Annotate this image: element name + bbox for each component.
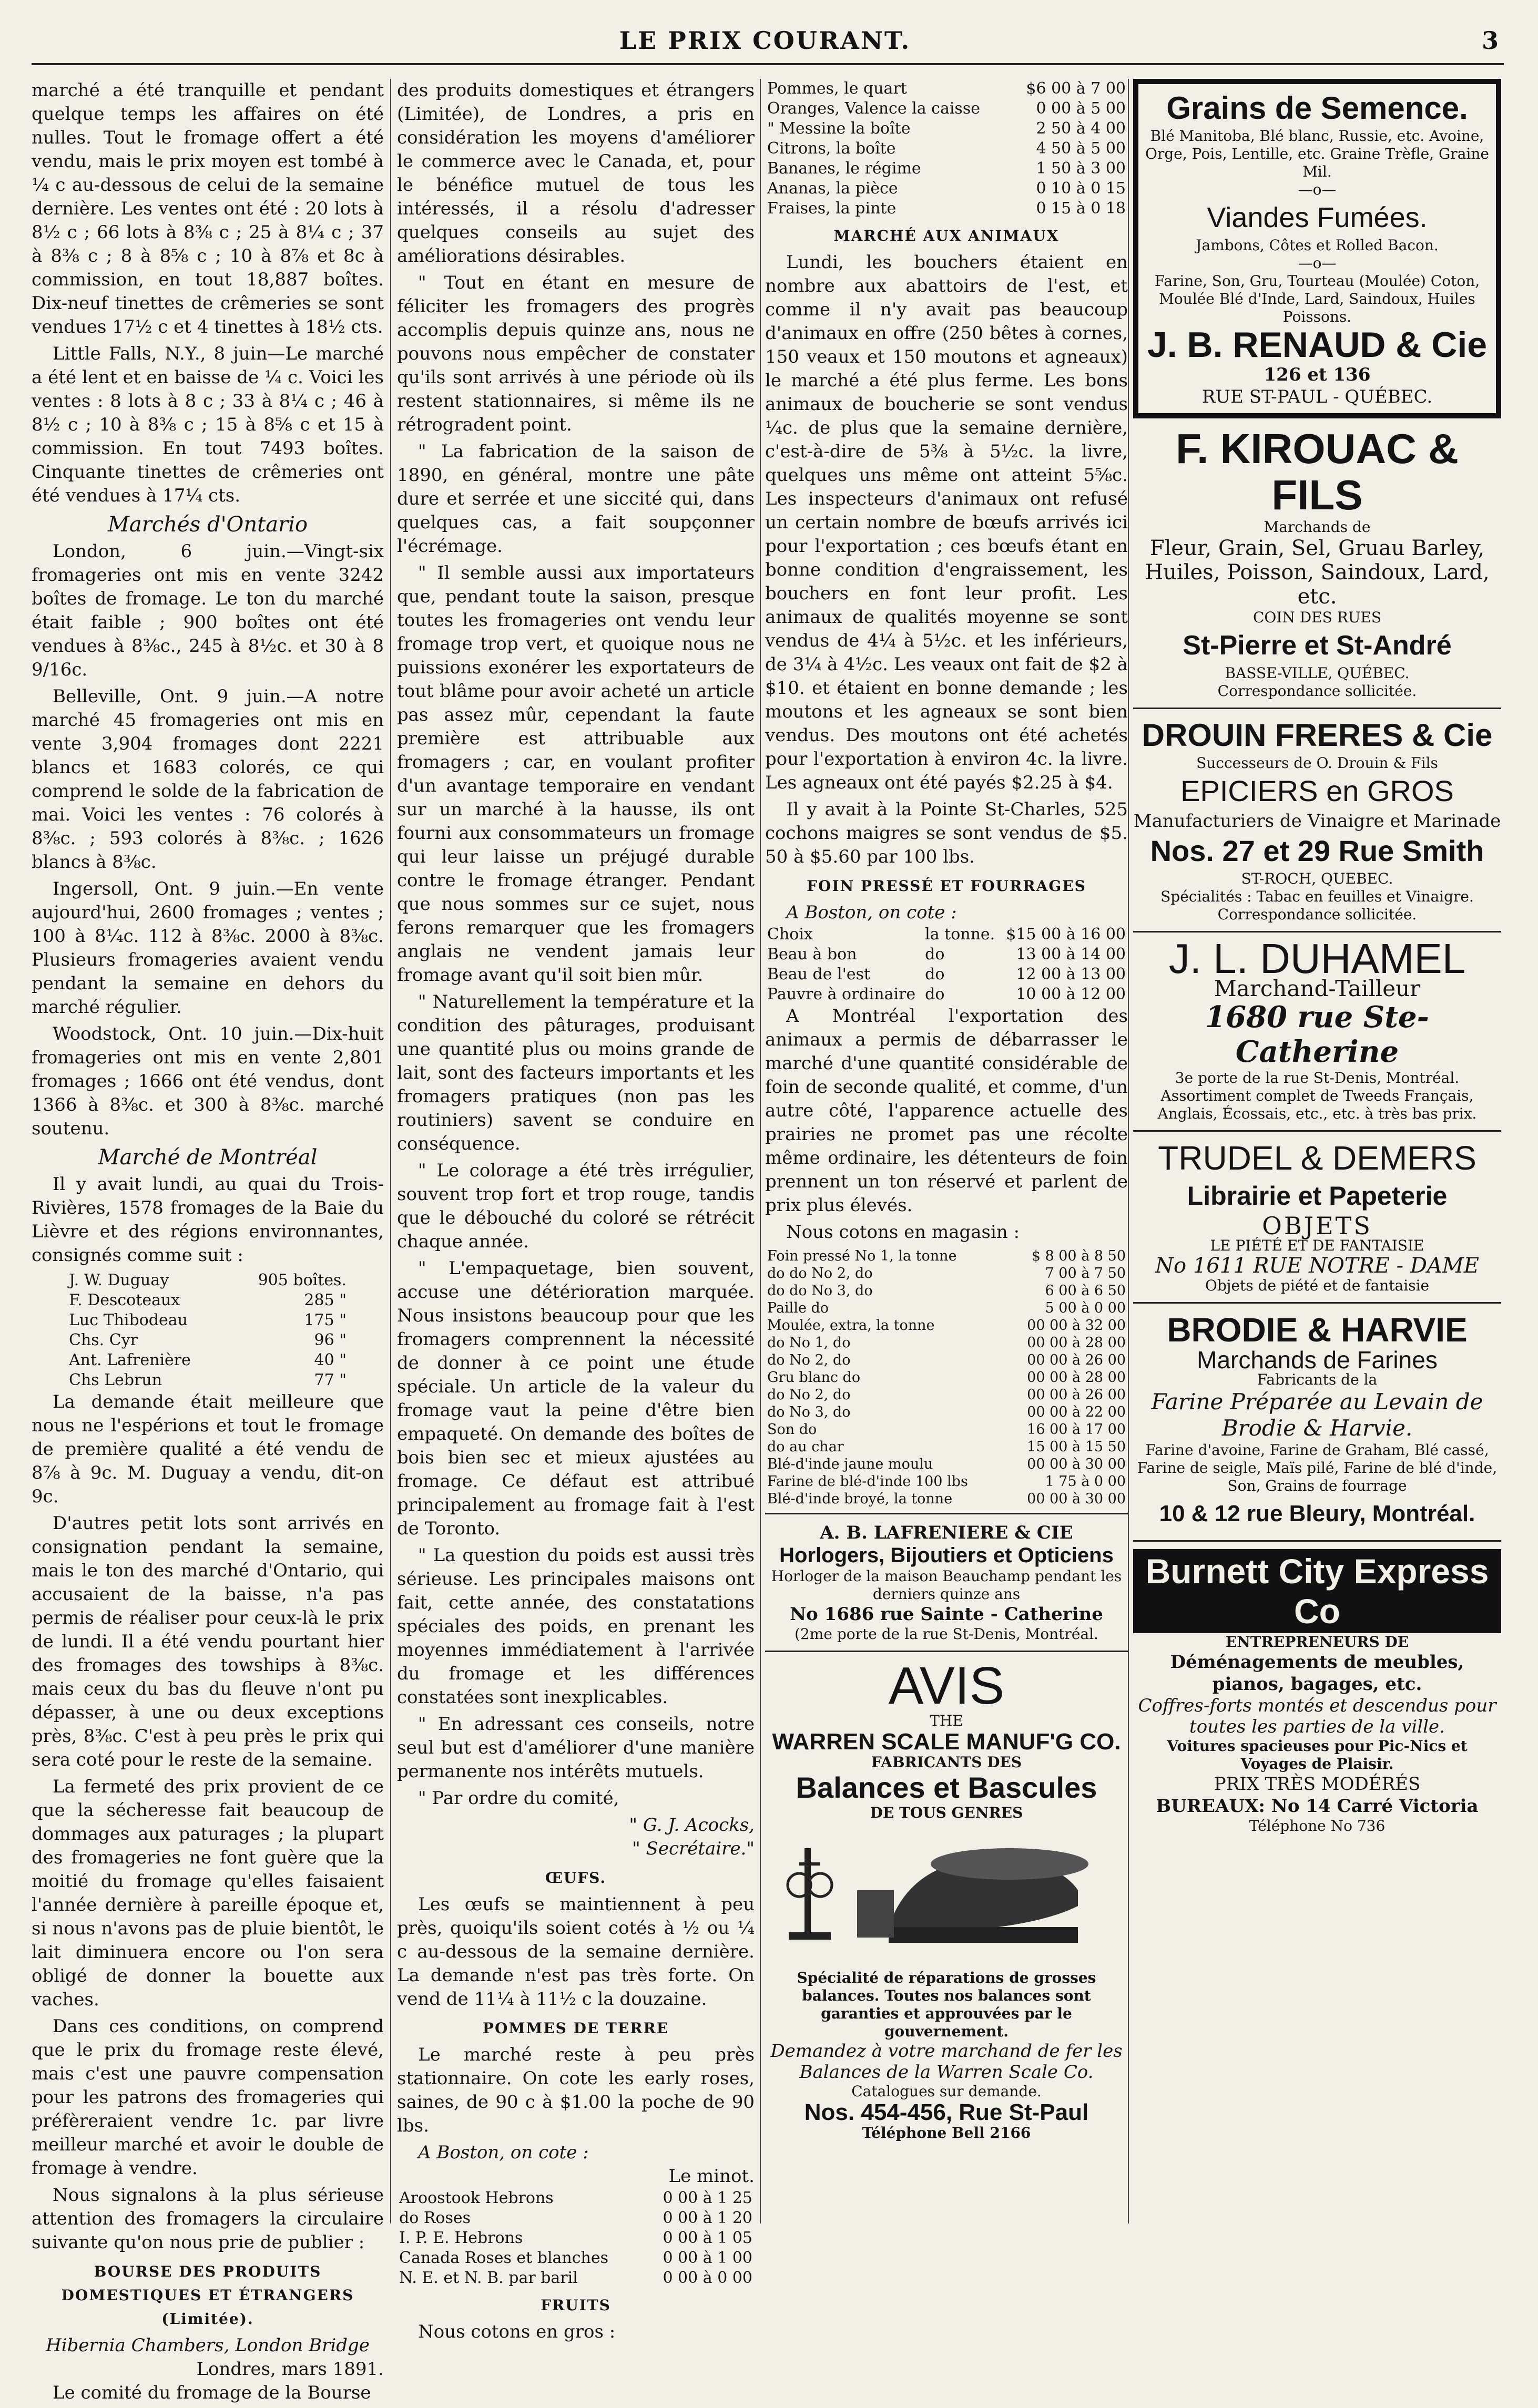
ad-line: Horloger de la maison Beauchamp pendant les derniers quinze ans: [771, 1567, 1122, 1603]
paragraph: " Il semble aussi aux importateurs que, pendant toute la saison, presque toutes les fromageries ont vendu leur fromage trop vert, et quoique nous ne puissions exonérer les exportateurs de tout blâme pour avoir acheté un article pas assez mûr, cependant la faute première est attribuable aux fromagers ; car, en voulant profiter d'un avantage temporaire en vendant sur un marché à la hausse, ils ont fourni aux consommateurs un fromage qui leur laisse un préjugé durable contre le fromage étranger. Pendant que nous sommes sur ce sujet, nous ferons remarquer que les fromagers anglais ne vendent jamais leur fromage avant qu'il soit bien mûr.: [397, 562, 755, 986]
paragraph: Les œufs se maintiennent à peu près, quoiqu'ils soient cotés à ½ ou ¼ c au-dessous de la semaine dernière. La demande n'est pas très forte. On vend de 11¼ à 11½ c la douzaine.: [397, 1894, 755, 2010]
paragraph: A Montréal l'exportation des animaux a permis de débarrasser le marché d'une quantité considérable de foin de seconde qualité, et comme, d'un autre côté, l'apparence actuelle des prairies ne promet pas une récolte même ordinaire, les détenteurs de foin prennent un ton réservé et parlent de prix plus élevés.: [765, 1006, 1128, 1216]
table-cell: 2 50 à 4 00: [1036, 119, 1126, 138]
table-cell: 40 ": [314, 1351, 347, 1369]
ad-line: (2me porte de la rue St-Denis, Montréal.: [795, 1625, 1098, 1643]
table-cell: J. W. Duguay: [69, 1271, 169, 1289]
page-header: [32, 26, 1499, 58]
section-heading: ŒUFS.: [545, 1869, 607, 1887]
table-cell: 12 00 à 13 00: [1016, 965, 1126, 983]
paragraph: Nous signalons à la plus sérieuse attention des fromagers la circulaire suivante qu'on nous prie de publier :: [32, 2185, 384, 2253]
table-cell: Oranges, Valence la caisse: [767, 99, 980, 118]
ad-trade: Horlogers, Bijoutiers et Opticiens: [779, 1544, 1114, 1567]
page-number: 3: [1481, 26, 1499, 55]
ad-name: Burnett City Express Co: [1133, 1549, 1501, 1633]
table-row: [765, 1490, 1128, 1508]
table-cell: 6 00 à 6 50: [1045, 1283, 1126, 1299]
table-cell: 1 50 à 3 00: [1036, 159, 1126, 178]
ad-address: No 1611 RUE NOTRE - DAME: [1155, 1254, 1479, 1278]
table-row: [67, 1370, 349, 1390]
ad-line: DE TOUS GENRES: [870, 1804, 1023, 1821]
signature-name: " G. J. Acocks,: [629, 1815, 755, 1836]
ad-address: Nos. 27 et 29 Rue Smith: [1150, 834, 1484, 867]
table-cell: 0 15 à 0 18: [1036, 199, 1126, 218]
table-cell: Beau à bon: [767, 945, 857, 964]
scale-illustration-icon: [783, 1827, 1109, 1964]
table-cell: Choix: [767, 925, 813, 944]
table-cell: Beau de l'est: [767, 965, 871, 983]
fruit-price-table: [765, 79, 1128, 219]
paragraph: marché a été tranquille et pendant quelque temps les affaires on été nulles. Tout le fromage offert a été vendu, mais le prix moyen est tombé à ¼ c au-dessous de celui de la semaine dernière. Les ventes ont été : 20 lots à 8½ c ; 66 lots à 8⅜ c ; 25 à 8¼ c ; 37 à 8⅜ c ; 8 à 8⅝ c ; 10 à 8⅞ et 8c à commission, en tout 18,887 boîtes. Dix-neuf tinettes de crêmeries se sont vendues 17½ c et 4 tinettes à 18½ cts.: [32, 80, 384, 337]
ad-separator: —o—: [1298, 181, 1337, 198]
ad-name: J. B. RENAUD & Cie: [1147, 325, 1488, 365]
table-row: [765, 119, 1128, 139]
ad-product: Balances et Bascules: [796, 1771, 1097, 1804]
table-row: [765, 925, 1128, 945]
ad-line: Successeurs de O. Drouin & Fils: [1196, 754, 1438, 772]
ad-duhamel: [1133, 933, 1501, 1132]
ad-line: Fabricants de la: [1257, 1371, 1378, 1388]
ad-address: 10 & 12 rue Bleury, Montréal.: [1159, 1501, 1475, 1526]
table-cell: 00 00 à 32 00: [1027, 1317, 1126, 1334]
table-row: [765, 985, 1128, 1005]
table-cell: Luc Thibodeau: [69, 1311, 188, 1329]
table-row: [765, 1299, 1128, 1317]
table-row: [765, 1247, 1128, 1265]
table-cell: Moulée, extra, la tonne: [767, 1317, 935, 1334]
table-cell: 10 00 à 12 00: [1016, 985, 1126, 1003]
table-row: [397, 2188, 755, 2208]
ad-address: St-Pierre et St-André: [1183, 630, 1452, 661]
ad-name: TRUDEL & DEMERS: [1158, 1139, 1476, 1177]
ad-line: COIN DES RUES: [1252, 609, 1382, 626]
table-cell: 00 00 à 30 00: [1027, 1491, 1126, 1507]
section-heading: BOURSE DES PRODUITS DOMESTIQUES ET ÉTRANGERS (Limitée).: [61, 2263, 354, 2328]
ad-line: Spécialités : Tabac en feuilles et Vinaigre. Correspondance sollicitée.: [1160, 888, 1474, 923]
table-cell: 00 00 à 28 00: [1027, 1335, 1126, 1351]
ad-drouin: [1133, 709, 1501, 933]
ad-product: Farine Préparée au Levain de Brodie & Harvie.: [1151, 1389, 1483, 1441]
table-row: [67, 1290, 349, 1310]
paragraph: " L'empaquetage, bien souvent, accuse une détérioration marquée. Nous insistons beaucoup pour que les fromagers comprennent la nécessité de donner à ce point une étude spéciale. Un article de la valeur du fromage vaut la peine d'être bien empaqueté. On demande des boîtes de bois bien sec et mieux ajustées au fromage. Ce défaut est attribué principalement au fromage fait à l'est de Toronto.: [397, 1258, 755, 1539]
table-cell: 96 ": [314, 1331, 347, 1349]
ad-phone: Téléphone Bell 2166: [862, 2124, 1031, 2141]
table-row: [765, 199, 1128, 219]
ad-address: No 1686 rue Sainte - Catherine: [790, 1604, 1103, 1625]
paragraph: Ingersoll, Ont. 9 juin.—En vente aujourd'hui, 2600 fromages ; ventes ; 100 à 8¼c. 112 à 8⅜c. 2000 à 8⅜c. Plusieurs fromageries avaient vendu pendant la semaine en dehors du marché régulier.: [32, 878, 384, 1018]
table-row: [397, 2228, 755, 2248]
table-cell: Ant. Lafrenière: [69, 1351, 191, 1369]
table-cell: Ananas, la pièce: [767, 179, 898, 198]
table-cell: 7 00 à 7 50: [1045, 1265, 1126, 1282]
table-row: [765, 159, 1128, 179]
table-cell: Paille do: [767, 1300, 829, 1316]
ad-line: Fleur, Grain, Sel, Gruau Barley, Huiles, Poisson, Saindoux, Lard, etc.: [1145, 536, 1490, 609]
table-cell: do do No 3, do: [767, 1283, 873, 1299]
table-cell: do au char: [767, 1439, 844, 1455]
ad-line: Manufacturiers de Vinaigre et Marinade: [1133, 811, 1501, 832]
address-line: Hibernia Chambers, London Bridge: [46, 2335, 370, 2356]
ad-line: Objets de piété et de fantaisie: [1205, 1277, 1430, 1294]
paragraph: Dans ces conditions, on comprend que le prix du fromage reste élevé, mais c'est une pauvre compensation pour les patrons des fromageries qui préfèreraient vendre 1c. par livre meilleur marché et avoir le double de fromage à vendre.: [32, 2016, 384, 2179]
consignment-table: [67, 1270, 349, 1390]
table-cell: Blé-d'inde jaune moulu: [767, 1456, 933, 1472]
table-cell: 0 00 à 1 25: [663, 2189, 752, 2207]
ad-line: Farine, Son, Gru, Tourteau (Moulée) Coton, Moulée Blé d'Inde, Lard, Saindoux, Huiles Poissons.: [1154, 272, 1480, 325]
ad-address: Nos. 454-456, Rue St-Paul: [804, 2099, 1089, 2125]
paragraph: Il y avait lundi, au quai du Trois-Rivières, 1578 fromages de la Baie du Lièvre et des régions environnantes, consignés comme suit :: [32, 1174, 384, 1266]
table-cell: 1 75 à 0 00: [1045, 1473, 1126, 1490]
table-cell: Aroostook Hebrons: [399, 2189, 554, 2207]
ad-warren-scale: [765, 1652, 1128, 2149]
column-divider: [390, 79, 391, 2223]
table-cell: 175 ": [304, 1311, 347, 1329]
table-cell: 905 boîtes.: [258, 1271, 347, 1289]
paragraph: Woodstock, Ont. 10 juin.—Dix-huit fromageries ont mis en vente 2,801 fromages ; 1666 ont été vendus, dont 1366 à 8⅜c. et 300 à 8⅜c. marché soutenu.: [32, 1023, 384, 1139]
ad-brodie: [1133, 1304, 1501, 1542]
table-cell: $ 8 00 à 8 50: [1031, 1248, 1126, 1264]
table-row: [765, 1334, 1128, 1351]
section-heading: Marchés d'Ontario: [107, 513, 308, 537]
ad-name: F. KIROUAC & FILS: [1176, 425, 1459, 518]
paragraph: Nous cotons en gros :: [418, 2321, 616, 2342]
table-cell: 0 00 à 1 20: [663, 2209, 752, 2227]
ad-trade: Marchands de Farines: [1197, 1346, 1438, 1374]
ad-the: THE: [930, 1712, 963, 1729]
table-row: [765, 1351, 1128, 1369]
table-cell: 285 ": [304, 1291, 347, 1309]
ad-line: Spécialité de réparations de grosses balances. Toutes nos balances sont garanties et approuvées par le gouvernement.: [797, 1969, 1096, 2040]
paragraph: " Naturellement la température et la condition des pâturages, produisant une quantité plus ou moins grande de lait, sont des facteurs importants et les fromagers pratiques (non pas les routiniers) savent se conduire en conséquence.: [397, 991, 755, 1154]
table-cell: do: [925, 985, 945, 1003]
paragraph: Little Falls, N.Y., 8 juin—Le marché a été lent et en baisse de ¼ c. Voici les ventes : 8 lots à 8 c ; 33 à 8¼ c ; 46 à 8½ c ; 10 à 8⅜ c ; 15 à 8⅝ c et 15 à commission. En tout 7493 boîtes. Cinquante tinettes de crêmeries ont été vendues à 17¼ cts.: [32, 343, 384, 506]
unit-header: Le minot.: [668, 2166, 755, 2187]
ad-address: 1680 rue Ste-Catherine: [1205, 1000, 1429, 1069]
ad-phone: Téléphone No 736: [1249, 1817, 1386, 1835]
table-cell: $15 00 à 16 00: [1006, 925, 1126, 944]
table-cell: " Messine la boîte: [767, 119, 911, 138]
table-cell: 0 10 à 0 15: [1036, 179, 1126, 198]
table-row: [67, 1330, 349, 1350]
ad-address: 126 et 136: [1264, 364, 1371, 385]
newspaper-title: LE PRIX COURANT.: [619, 26, 911, 55]
ad-renaud: [1133, 79, 1501, 418]
ad-lafreniere: [765, 1513, 1128, 1652]
paragraph: Nous cotons en magasin :: [786, 1222, 1020, 1243]
ad-line: Coffres-forts montés et descendus pour toutes les parties de la ville.: [1138, 1695, 1496, 1737]
column-2: [397, 79, 755, 2347]
table-row: [765, 945, 1128, 965]
paragraph: " En adressant ces conseils, notre seul but est d'améliorer d'une manière permanente nos intérêts mutuels.: [397, 1714, 755, 1782]
ad-line: Farine d'avoine, Farine de Graham, Blé cassé, Farine de seigle, Maïs pilé, Farine de blé d'inde, Son, Grains de fourrage: [1137, 1441, 1498, 1494]
paragraph: des produits domestiques et étrangers (Limitée), de Londres, a pris en considération les moyens d'améliorer le commerce avec le Canada, et, pour le bénéfice mutuel de tous les intéressés, il a résolu d'adresser quelques conseils au sujet des améliorations désirables.: [397, 80, 755, 267]
table-row: [765, 1473, 1128, 1490]
table-cell: do: [925, 945, 945, 964]
market-label: A Boston, on cote :: [418, 2142, 589, 2163]
paragraph: London, 6 juin.—Vingt-six fromageries ont mis en vente 3242 boîtes de fromage. Le ton du marché était faible ; 900 boîtes ont été vendues à 8⅜c., 245 à 8½c. et 30 à 8 9/16c.: [32, 541, 384, 680]
table-row: [765, 1317, 1128, 1334]
ad-company: WARREN SCALE MANUF'G CO.: [772, 1729, 1121, 1755]
table-row: [765, 1386, 1128, 1403]
column-divider: [760, 79, 761, 2223]
ad-line: Jambons, Côtes et Rolled Bacon.: [1196, 237, 1439, 254]
section-heading: MARCHÉ AUX ANIMAUX: [833, 227, 1060, 244]
ad-kirouac: [1133, 418, 1501, 709]
ad-line: Voitures spacieuses pour Pic-Nics et Voyages de Plaisir.: [1167, 1737, 1468, 1772]
paragraph: La demande était meilleure que nous ne l'espérions et tout le fromage de première qualité a été vendu de 8⅞ à 9c. M. Duguay a vendu, dit-on 9c.: [32, 1391, 384, 1507]
ad-line: BASSE-VILLE, QUÉBEC.: [1225, 664, 1410, 682]
table-row: [397, 2268, 755, 2288]
table-cell: Farine de blé-d'inde 100 lbs: [767, 1473, 968, 1490]
ad-trade: EPICIERS en GROS: [1180, 774, 1454, 807]
ad-line: Catalogues sur demande.: [851, 2083, 1042, 2100]
section-heading: POMMES DE TERRE: [482, 2020, 669, 2037]
column-4: [1133, 79, 1501, 1842]
ad-name: J. L. DUHAMEL: [1168, 935, 1466, 982]
column-divider: [1128, 79, 1129, 2223]
table-row: [765, 1421, 1128, 1438]
table-cell: Chs Lebrun: [69, 1371, 162, 1389]
table-cell: 00 00 à 26 00: [1027, 1387, 1126, 1403]
table-row: [397, 2208, 755, 2228]
signature-title: " Secrétaire.": [632, 1838, 755, 1859]
table-row: [765, 79, 1128, 99]
table-cell: 16 00 à 17 00: [1027, 1421, 1126, 1438]
ad-line: Blé Manitoba, Blé blanc, Russie, etc. Avoine, Orge, Pois, Lentille, etc. Graine Trèfle, Graine Mil.: [1145, 127, 1489, 180]
hay-montreal-table: [765, 1247, 1128, 1508]
table-cell: Bananes, le régime: [767, 159, 921, 178]
table-cell: do No 2, do: [767, 1352, 851, 1368]
table-cell: Son do: [767, 1421, 817, 1438]
table-cell: 0 00 à 5 00: [1036, 99, 1126, 118]
ad-line: Assortiment complet de Tweeds Français, Anglais, Écossais, etc., etc. à très bas prix.: [1157, 1087, 1477, 1122]
section-heading: FRUITS: [541, 2297, 611, 2314]
table-row: [765, 99, 1128, 119]
table-cell: 0 00 à 0 00: [663, 2269, 752, 2287]
table-row: [67, 1310, 349, 1330]
table-row: [397, 2248, 755, 2268]
potato-price-table: [397, 2188, 755, 2288]
table-cell: do No 2, do: [767, 1387, 851, 1403]
ad-title: Grains de Semence.: [1166, 90, 1468, 126]
market-label: A Boston, on cote :: [786, 902, 957, 923]
ad-line: OBJETS: [1262, 1212, 1372, 1240]
ad-address: BUREAUX: No 14 Carré Victoria: [1156, 1796, 1479, 1817]
table-cell: 00 00 à 28 00: [1027, 1369, 1126, 1386]
table-row: [765, 139, 1128, 159]
table-cell: do do No 2, do: [767, 1265, 873, 1282]
paragraph: Le comité du fromage de la Bourse: [53, 2382, 371, 2403]
paragraph: La fermeté des prix provient de ce que la sécheresse fait beaucoup de dommages aux paturages ; la plupart des fromageries ne font guère que la moitié du fromage qu'elles faisaient l'année dernière à pareille époque et, si nous n'avons pas de pluie bientôt, le lait diminuera encore ou l'on sera obligé de donner la bouette aux vaches.: [32, 1776, 384, 2010]
ad-line: PRIX TRÈS MODÉRÉS: [1214, 1774, 1421, 1795]
ad-address: RUE ST-PAUL - QUÉBEC.: [1201, 386, 1433, 407]
table-cell: 77 ": [314, 1371, 347, 1389]
ad-name: DROUIN FRERES & Cie: [1142, 718, 1493, 753]
table-row: [765, 1265, 1128, 1282]
table-cell: 5 00 à 0 00: [1045, 1300, 1126, 1316]
table-cell: 00 00 à 26 00: [1027, 1352, 1126, 1368]
paragraph: " La question du poids est aussi très sérieuse. Les principales maisons ont fait, cette année, des constatations spéciales des poids, en prenant les moyennes immédiatement à l'arrivée du fromage et les différences constatées sont inexplicables.: [397, 1545, 755, 1708]
table-cell: 00 00 à 30 00: [1027, 1456, 1126, 1472]
table-cell: Foin pressé No 1, la tonne: [767, 1248, 957, 1264]
ad-line: FABRICANTS DES: [871, 1754, 1022, 1771]
paragraph: D'autres petit lots sont arrivés en consignation pendant la semaine, mais le ton des marché d'Ontario, qui accusaient de la baisse, n'a pas permis de réaliser pour ceux-là le prix de lundi. Il a été vendu pourtant hier des fromages des towships à 8⅜c. mais ceux du bas du fleuve n'ont pu dépasser, à une ou deux exceptions près, 8⅜c. C'est à peu près le prix qui sera coté pour le reste de la semaine.: [32, 1513, 384, 1770]
ad-trade: Marchand-Tailleur: [1214, 976, 1421, 1001]
table-cell: Pommes, le quart: [767, 79, 907, 98]
ad-trudel: [1133, 1132, 1501, 1304]
date-line: Londres, mars 1891.: [196, 2359, 384, 2380]
column-3: [765, 79, 1128, 2149]
ad-line: LE PIÉTÉ ET DE FANTAISIE: [1210, 1237, 1424, 1254]
section-heading: Marché de Montréal: [98, 1145, 318, 1170]
table-cell: Gru blanc do: [767, 1369, 861, 1386]
paragraph: " Tout en étant en mesure de féliciter les fromagers des progrès accomplis depuis quinze ans, nous ne pouvons nous empêcher de constater qu'ils sont arrivés à une période où ils restent stationnaires, si même ils ne rétrogradent point.: [397, 272, 755, 435]
paragraph: Belleville, Ont. 9 juin.—A notre marché 45 fromageries ont mis en vente 3,904 fromages dont 2221 blancs et 1683 colorés, ce qui comprend le solde de la fabrication de mai. Voici les ventes : 76 colorés à 8⅜c. ; 593 colorés à 8⅜c. ; 1626 blancs à 8⅜c.: [32, 686, 384, 873]
table-cell: 13 00 à 14 00: [1016, 945, 1126, 964]
paragraph: Il y avait à la Pointe St-Charles, 525 cochons maigres se sont vendus de $5. 50 à $5.60 par 100 lbs.: [765, 799, 1128, 867]
section-heading: FOIN PRESSÉ ET FOURRAGES: [807, 877, 1086, 895]
table-cell: do No 1, do: [767, 1335, 851, 1351]
ad-line: Déménagements de meubles, pianos, bagages, etc.: [1170, 1652, 1464, 1695]
table-row: [765, 179, 1128, 199]
table-cell: Pauvre à ordinaire: [767, 985, 916, 1003]
table-cell: Chs. Cyr: [69, 1331, 138, 1349]
ad-name: A. B. LAFRENIERE & CIE: [820, 1522, 1073, 1543]
paragraph: " Par ordre du comité,: [418, 1788, 619, 1809]
table-cell: 4 50 à 5 00: [1036, 139, 1126, 158]
table-cell: Canada Roses et blanches: [399, 2249, 609, 2267]
ad-title: Viandes Fumées.: [1207, 202, 1428, 233]
ad-trade: Librairie et Papeterie: [1187, 1181, 1448, 1211]
table-row: [765, 965, 1128, 985]
table-row: [67, 1350, 349, 1370]
table-cell: 0 00 à 1 00: [663, 2249, 752, 2267]
table-cell: Citrons, la boîte: [767, 139, 896, 158]
ad-line: ENTREPRENEURS DE: [1225, 1633, 1409, 1651]
table-cell: 0 00 à 1 05: [663, 2229, 752, 2247]
ad-avis: AVIS: [888, 1656, 1005, 1715]
table-cell: Fraises, la pinte: [767, 199, 897, 218]
table-cell: N. E. et N. B. par baril: [399, 2269, 578, 2287]
ad-line: 3e porte de la rue St-Denis, Montréal.: [1175, 1069, 1460, 1087]
header-rule: [32, 63, 1504, 65]
table-row: [765, 1403, 1128, 1421]
table-cell: 00 00 à 22 00: [1027, 1404, 1126, 1420]
table-row: [765, 1369, 1128, 1386]
table-cell: 15 00 à 15 50: [1027, 1439, 1126, 1455]
ad-name: BRODIE & HARVIE: [1167, 1311, 1468, 1349]
table-cell: do Roses: [399, 2209, 471, 2227]
ad-burnett: [1133, 1542, 1501, 1842]
table-row: [67, 1270, 349, 1290]
paragraph: Le marché reste à peu près stationnaire. On cote les early roses, saines, de 90 c à $1.00 la poche de 90 lbs.: [397, 2044, 755, 2136]
ad-line: Correspondance sollicitée.: [1217, 682, 1417, 700]
table-row: [765, 1456, 1128, 1473]
paragraph: " Le colorage a été très irrégulier, souvent trop fort et trop rouge, tandis que le débouché du coloré se rétrécit chaque année.: [397, 1160, 755, 1252]
table-row: [765, 1282, 1128, 1299]
ad-separator: —o—: [1298, 254, 1337, 272]
ad-line: ST-ROCH, QUEBEC.: [1241, 870, 1393, 887]
ad-line: Demandez à votre marchand de fer les Balances de la Warren Scale Co.: [770, 2041, 1123, 2083]
table-cell: la tonne.: [925, 925, 995, 944]
table-cell: F. Descoteaux: [69, 1291, 180, 1309]
paragraph: Lundi, les bouchers étaient en nombre aux abattoirs de l'est, et comme il n'y avait pas beaucoup d'animaux en offre (250 bêtes à cornes, 150 veaux et 150 moutons et agneaux) le marché a été plus ferme. Les bons animaux de boucherie se sont vendus ¼c. de plus que la semaine dernière, c'est-à-dire de 5⅜ à 5½c. la livre, quelques uns même ont atteint 5⅝c. Les inspecteurs d'animaux ont refusé un certain nombre de bœufs arrivés ici pour l'exportation ; ces bœufs étant en bonne condition d'engraissement, les bouchers en font leur profit. Les animaux de qualités moyenne se sont vendus de 4¼ à 5½c. et les inférieurs, de 3¼ à 4½c. Les veaux ont fait de $2 à $10. et étaient en bonne demande ; les moutons et les agneaux se sont bien vendus. Des moutons ont été achetés pour l'exportation à environ 4c. la livre. Les agneaux ont été payés $2.25 à $4.: [765, 252, 1128, 793]
column-1: [32, 79, 384, 2408]
table-cell: $6 00 à 7 00: [1026, 79, 1126, 98]
table-cell: do: [925, 965, 945, 983]
table-cell: I. P. E. Hebrons: [399, 2229, 523, 2247]
table-cell: do No 3, do: [767, 1404, 851, 1420]
table-cell: Blé-d'inde broyé, la tonne: [767, 1491, 953, 1507]
hay-boston-table: [765, 925, 1128, 1005]
ad-line: Marchands de: [1264, 518, 1371, 536]
paragraph: " La fabrication de la saison de 1890, en général, montre une pâte dure et serrée et une siccité qui, dans quelques cas, a fait soupçonner l'écrémage.: [397, 441, 755, 557]
table-row: [765, 1438, 1128, 1456]
